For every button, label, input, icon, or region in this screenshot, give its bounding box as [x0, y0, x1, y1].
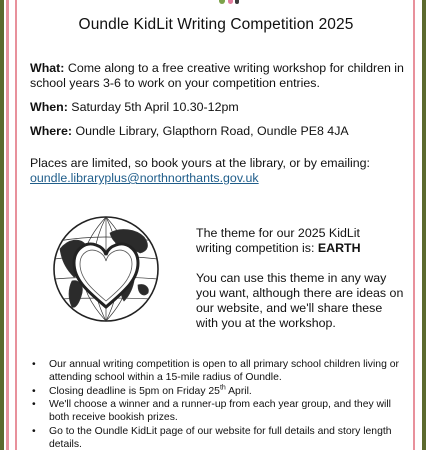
deadline-sup: th: [219, 384, 226, 392]
deadline-prefix: Closing deadline is 5pm on Friday 25: [49, 385, 220, 397]
logo-fragment: [219, 0, 241, 6]
right-inner-pink-line: [413, 0, 415, 450]
rule-text: Our annual writing competition is open to all primary school children living or attending school within a 15-mile radius of Oundle.: [49, 359, 399, 383]
list-item: [30, 386, 408, 399]
page-title: Oundle KidLit Writing Competition 2025: [78, 16, 354, 33]
when-label: When:: [30, 100, 68, 114]
theme-line1: The theme for our 2025 KidLit: [196, 226, 360, 240]
booking-paragraph: [30, 156, 405, 186]
list-item: [30, 359, 408, 385]
left-border: [0, 0, 9, 450]
where-label: Where:: [30, 124, 72, 138]
where-text: Oundle Library, Glapthorn Road, Oundle PE8 4JA: [72, 124, 349, 138]
theme-details: You can use this theme in any way you want, although there are ideas on our website, and we'll share these with you at the workshop.: [196, 271, 404, 330]
right-olive-stripe: [422, 0, 426, 450]
logo-pink-part: [228, 0, 233, 4]
booking-email-link[interactable]: oundle.libraryplus@northnorthants.gov.uk: [30, 171, 259, 185]
heart-globe-icon: [50, 211, 162, 327]
what-text: Come along to a free creative writing workshop for children in school years 3-6 to work on your competition entries.: [30, 61, 404, 90]
flyer-page: [20, 0, 412, 450]
bullet: •: [32, 425, 36, 437]
what-label: What:: [30, 61, 65, 75]
rule-text: Go to the Oundle KidLit page of our website for full details and story length details.: [49, 425, 392, 450]
deadline-suffix: April.: [225, 385, 252, 397]
when-text: Saturday 5th April 10.30-12pm: [67, 100, 239, 114]
logo-dark-part: [235, 0, 239, 4]
theme-word: EARTH: [317, 241, 361, 255]
bullet: •: [32, 399, 36, 411]
theme-intro: [196, 226, 406, 256]
left-olive-stripe: [0, 0, 4, 450]
booking-text: Places are limited, so book yours at the library, or by emailing:: [30, 156, 370, 170]
rules-list: [30, 359, 408, 453]
when-paragraph: [30, 100, 405, 115]
list-item: [30, 426, 408, 452]
left-pink-stripe: [6, 0, 9, 450]
list-item: [30, 399, 408, 425]
rule-text: We'll choose a winner and a runner-up from each year group, and they will both receive bookish prizes.: [49, 399, 391, 424]
where-paragraph: [30, 124, 405, 139]
left-inner-pink-line: [15, 0, 17, 450]
logo-green-part: [219, 0, 225, 4]
bullet: •: [32, 359, 36, 370]
what-paragraph: [30, 61, 405, 91]
theme-line2-prefix: writing competition is:: [196, 241, 318, 255]
bullet: •: [32, 385, 36, 397]
